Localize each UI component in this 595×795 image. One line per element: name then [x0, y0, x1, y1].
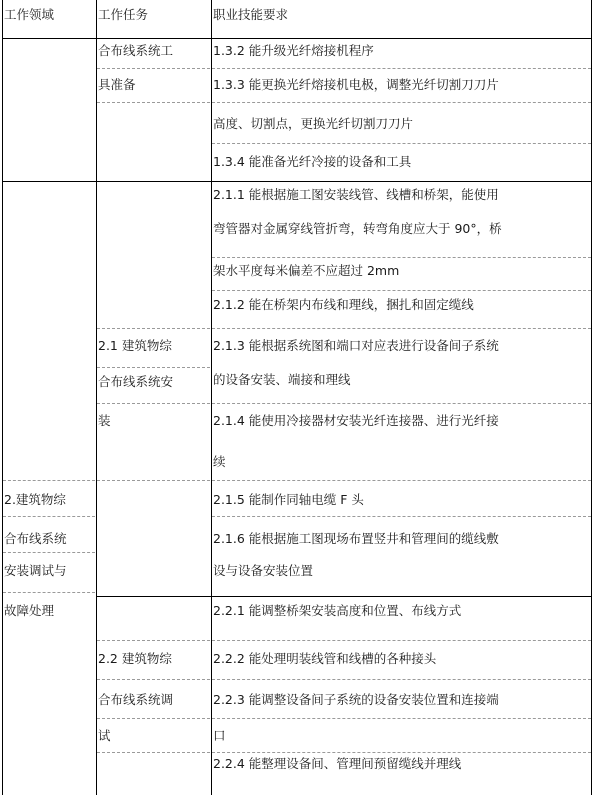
row-rule: [212, 290, 591, 291]
table-border-left: [2, 0, 3, 795]
requirement-line: 2.1.3 能根据系统图和端口对应表进行设备间子系统: [213, 338, 499, 353]
task-1-3-line: 具准备: [98, 77, 136, 92]
requirement-line: 2.2.4 能整理设备间、管理间预留缆线并理线: [213, 756, 462, 771]
requirement-line: 设与设备安装位置: [213, 563, 314, 578]
requirement-line: 2.1.4 能使用冷接器材安装光纤连接器、进行光纤接: [213, 413, 499, 428]
row-rule: [212, 403, 591, 404]
requirement-line: 的设备安装、端接和理线: [213, 372, 351, 387]
header-task: 工作任务: [98, 7, 149, 22]
row-rule: [97, 68, 210, 69]
column-divider-2: [211, 0, 212, 795]
domain-cell-line: 合布线系统: [4, 531, 67, 546]
row-rule: [97, 367, 210, 368]
task-2-2-line: 2.2 建筑物综: [98, 651, 172, 666]
row-rule: [212, 102, 591, 103]
requirement-line: 1.3.4 能准备光纤冷接的设备和工具: [213, 154, 412, 169]
domain-cell-line: 故障处理: [4, 603, 55, 618]
requirement-line: 2.1.1 能根据施工图安装线管、线槽和桥架，能使用: [213, 187, 499, 202]
row-rule: [97, 752, 210, 753]
row-rule: [212, 718, 591, 719]
task-2-1-line: 合布线系统安: [98, 374, 174, 389]
requirement-line: 2.1.5 能制作同轴电缆 F 头: [213, 492, 364, 507]
requirement-line: 2.2.3 能调整设备间子系统的设备安装位置和连接端: [213, 692, 499, 707]
row-rule: [212, 480, 591, 481]
row-rule: [212, 640, 591, 641]
task-2-2-line: 合布线系统调: [98, 692, 174, 707]
requirement-line: 2.2.2 能处理明装线管和线槽的各种接头: [213, 651, 437, 666]
task-2-1-line: 装: [98, 413, 111, 428]
requirement-line: 弯管器对金属穿线管折弯，转弯角度应大于 90°，桥: [213, 221, 502, 236]
row-rule: [212, 516, 591, 517]
domain-cell-line: 2.建筑物综: [4, 492, 66, 507]
row-rule: [97, 328, 210, 329]
row-rule: [97, 102, 210, 103]
row-rule: [97, 640, 210, 641]
task-2-2-line: 试: [98, 728, 111, 743]
row-rule: [3, 516, 95, 517]
row-rule: [212, 143, 591, 144]
requirement-line: 架水平度每米偏差不应超过 2mm: [213, 263, 400, 278]
row-rule: [212, 328, 591, 329]
requirement-line: 高度、切割点，更换光纤切割刀刀片: [213, 116, 414, 131]
row-rule: [3, 592, 95, 593]
requirement-line: 2.1.2 能在桥架内布线和理线，捆扎和固定缆线: [213, 297, 474, 312]
row-rule: [97, 679, 210, 680]
task-2-1-line: 2.1 建筑物综: [98, 338, 172, 353]
requirement-line: 1.3.3 能更换光纤熔接机电极，调整光纤切割刀刀片: [213, 77, 499, 92]
section-rule-2: [96, 596, 592, 597]
requirement-line: 续: [213, 454, 226, 469]
task-1-3-line: 合布线系统工: [98, 43, 174, 58]
requirement-line: 2.1.6 能根据施工图现场布置竖井和管理间的缆线敷: [213, 531, 499, 546]
column-divider-1: [96, 0, 97, 795]
requirement-line: 口: [213, 728, 226, 743]
table-border-right: [591, 0, 592, 795]
row-rule: [3, 552, 95, 553]
row-rule: [212, 68, 591, 69]
header-requirements: 职业技能要求: [213, 7, 289, 22]
row-rule: [97, 403, 210, 404]
section-rule-1: [2, 181, 592, 182]
row-rule: [212, 257, 591, 258]
domain-cell-line: 安装调试与: [4, 563, 67, 578]
requirement-line: 2.2.1 能调整桥架安装高度和位置、布线方式: [213, 603, 462, 618]
row-rule: [3, 480, 95, 481]
row-rule: [212, 752, 591, 753]
header-domain: 工作领域: [4, 7, 55, 22]
row-rule: [97, 480, 210, 481]
row-rule: [97, 718, 210, 719]
header-bottom-rule: [2, 38, 592, 39]
row-rule: [212, 679, 591, 680]
requirement-line: 1.3.2 能升级光纤熔接机程序: [213, 43, 374, 58]
